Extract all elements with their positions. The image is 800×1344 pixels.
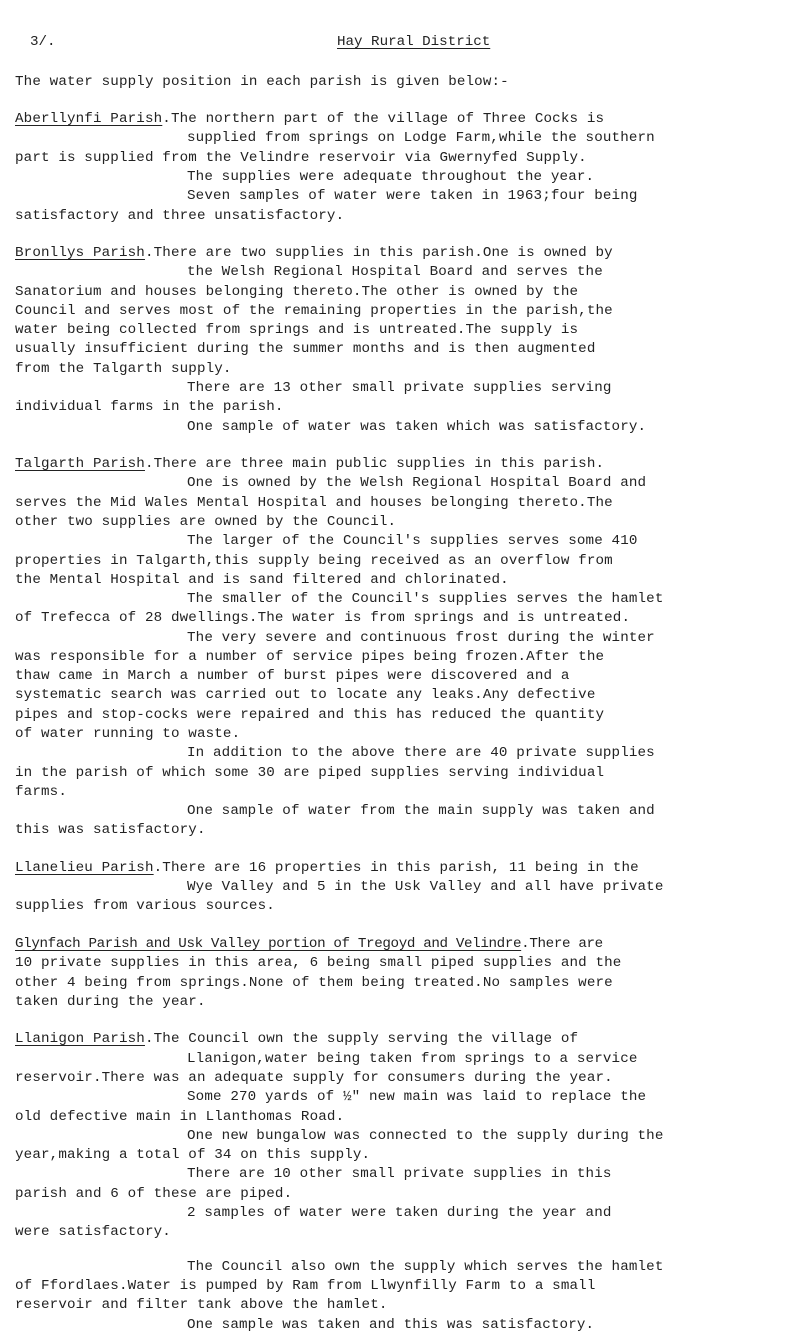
talgarth-line-13: systematic search was carried out to locate any leaks.Any defective [15,687,596,704]
talgarth-heading: Talgarth Parish [15,456,145,473]
aberllynfi-line-6: satisfactory and three unsatisfactory. [15,207,345,224]
aberllynfi-heading: Aberllynfi Parish [15,111,163,128]
llanigon-line-9: parish and 6 of these are piped. [15,1185,293,1202]
llanigon-line-11: were satisfactory. [15,1224,171,1241]
aberllynfi-line-3: part is supplied from the Velindre reservoir via Gwernyfed Supply. [15,149,587,166]
llanigon-line-2: Llanigon,water being taken from springs to a service [187,1050,638,1067]
glynfach-line-3: other 4 being from springs.None of them being treated.No samples were [15,974,613,991]
llanigon-line-7: year,making a total of 34 on this supply. [15,1147,371,1164]
talgarth-line-12: thaw came in March a number of burst pipes were discovered and a [15,668,570,685]
bronllys-text: .There are two supplies in this parish.One is owned by [144,245,613,262]
page-title: Hay Rural District [337,34,491,50]
talgarth-line-9: of Trefecca of 28 dwellings.The water is from springs and is untreated. [15,610,631,627]
talgarth-line-6: properties in Talgarth,this supply being received as an overflow from [15,552,613,569]
talgarth-line-5: The larger of the Council's supplies serves some 410 [187,533,638,550]
section-number: 3/. [30,34,56,50]
bronllys-heading: Bronllys Parish [15,245,145,262]
llanelieu-line-2: Wye Valley and 5 in the Usk Valley and all have private [187,879,664,896]
bronllys-line-9: individual farms in the parish. [15,399,284,416]
aberllynfi-text: .The northern part of the village of Three Cocks is [162,111,605,128]
talgarth-text: .There are three main public supplies in this parish. [144,456,605,473]
llanigon-line-4: Some 270 yards of ½" new main was laid to replace the [187,1089,647,1106]
talgarth-line-8: The smaller of the Council's supplies serves the hamlet [187,591,664,608]
bronllys-line-8: There are 13 other small private supplies serving [187,380,612,397]
bronllys-line-10: One sample of water was taken which was satisfactory. [187,418,647,435]
llanigon-heading: Llanigon Parish [15,1031,145,1048]
bronllys-line-5: water being collected from springs and is untreated.The supply is [15,322,579,339]
glynfach-paragraph-line [15,934,603,954]
bronllys-line-3: Sanatorium and houses belonging thereto.The other is owned by the [15,283,579,300]
intro-text: The water supply position in each parish is given below:- [15,73,509,90]
talgarth-line-3: serves the Mid Wales Mental Hospital and houses belonging thereto.The [15,494,613,511]
llanigon-line-3: reservoir.There was an adequate supply for consumers during the year. [15,1070,613,1087]
llanigon-line-6: One new bungalow was connected to the supply during the [187,1127,664,1144]
talgarth-line-15: of water running to waste. [15,725,241,742]
llanelieu-heading: Llanelieu Parish [15,859,154,876]
talgarth-line-18: farms. [15,783,67,800]
bronllys-paragraph-line [15,243,613,263]
talgarth-line-14: pipes and stop-cocks were repaired and this has reduced the quantity [15,706,605,723]
bronllys-line-6: usually insufficient during the summer months and is then augmented [15,341,596,358]
llanigon-line-14: reservoir and filter tank above the hamlet. [15,1297,388,1314]
talgarth-line-2: One is owned by the Welsh Regional Hospital Board and [187,475,647,492]
aberllynfi-line-2: supplied from springs on Lodge Farm,while the southern [187,130,655,147]
llanigon-line-8: There are 10 other small private supplies in this [187,1166,612,1183]
llanigon-text: .The Council own the supply serving the village of [144,1031,579,1048]
bronllys-line-2: the Welsh Regional Hospital Board and serves the [187,264,603,281]
llanigon-line-13: of Ffordlaes.Water is pumped by Ram from Llwynfilly Farm to a small [15,1278,596,1295]
llanigon-paragraph-line [15,1029,578,1049]
talgarth-paragraph-line [15,454,604,474]
llanigon-line-10: 2 samples of water were taken during the year and [187,1204,612,1221]
llanigon-line-12: The Council also own the supply which serves the hamlet [187,1258,664,1275]
glynfach-line-2: 10 private supplies in this area, 6 being small piped supplies and the [15,955,622,972]
talgarth-line-10: The very severe and continuous frost during the winter [187,629,655,646]
talgarth-line-7: the Mental Hospital and is sand filtered and chlorinated. [15,571,509,588]
talgarth-line-17: in the parish of which some 30 are piped supplies serving individual [15,764,605,781]
bronllys-line-4: Council and serves most of the remaining properties in the parish,the [15,302,613,319]
llanigon-line-5: old defective main in Llanthomas Road. [15,1108,345,1125]
aberllynfi-line-5: Seven samples of water were taken in 1963;four being [187,188,638,205]
talgarth-line-16: In addition to the above there are 40 private supplies [187,745,655,762]
llanigon-line-15: One sample was taken and this was satisfactory. [187,1316,595,1333]
glynfach-heading: Glynfach Parish and Usk Valley portion of Tregoyd and Velindre [15,936,522,953]
llanelieu-paragraph-line [15,858,639,878]
glynfach-line-4: taken during the year. [15,993,206,1010]
talgarth-line-11: was responsible for a number of service pipes being frozen.After the [15,648,605,665]
talgarth-line-19: One sample of water from the main supply was taken and [187,803,655,820]
talgarth-line-4: other two supplies are owned by the Council. [15,513,397,530]
aberllynfi-line-4: The supplies were adequate throughout the year. [187,168,595,185]
bronllys-line-7: from the Talgarth supply. [15,360,232,377]
llanelieu-text: .There are 16 properties in this parish, 11 being in the [153,859,639,876]
llanelieu-line-3: supplies from various sources. [15,898,275,915]
aberllynfi-paragraph-line [15,109,604,129]
glynfach-text: .There are [521,936,603,953]
talgarth-line-20: this was satisfactory. [15,822,206,839]
